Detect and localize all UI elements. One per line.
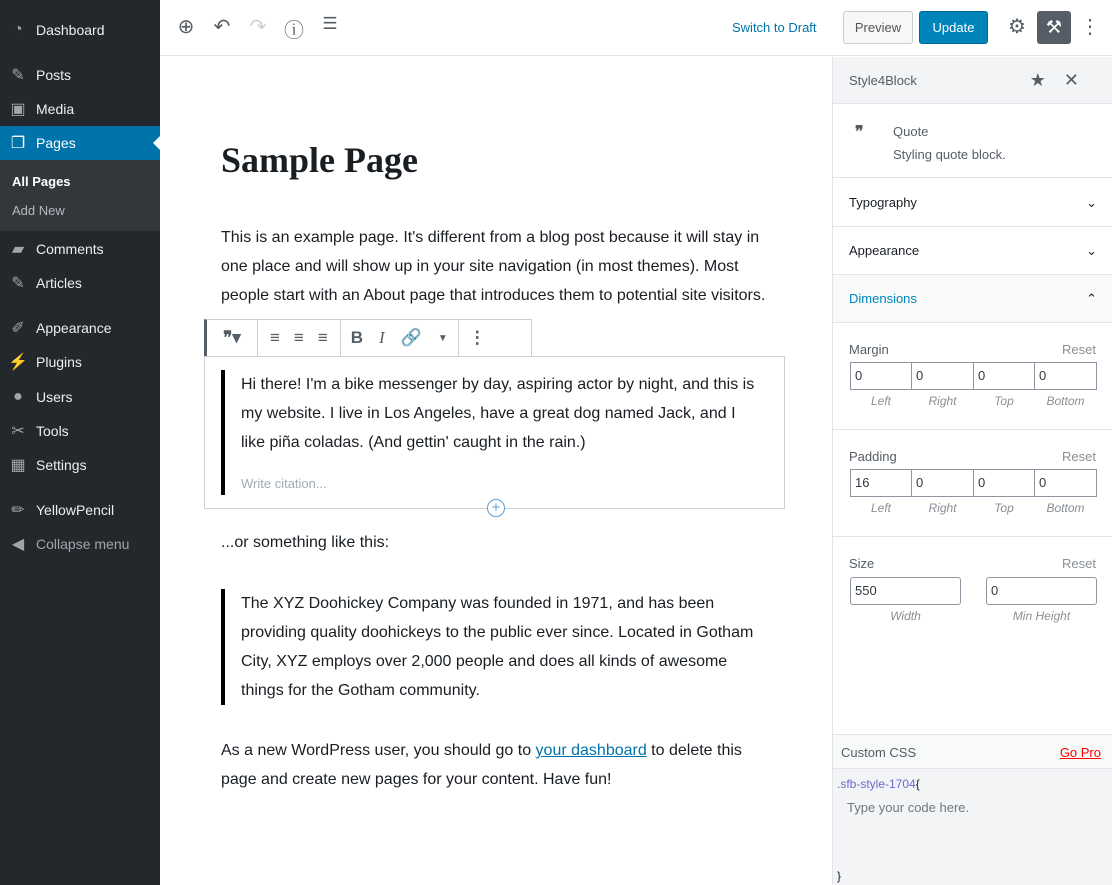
plug-icon: ⚡ — [8, 354, 28, 371]
info-icon[interactable]: ⓘ — [284, 20, 304, 42]
margin-label: Margin — [849, 342, 889, 357]
section-appearance[interactable] — [833, 227, 1112, 275]
chevron-up-icon: ⌃ — [1086, 290, 1097, 306]
align-center-icon[interactable]: ≡ — [293, 328, 304, 347]
block-name: Quote — [893, 124, 929, 139]
sidebar-item-articles[interactable] — [0, 266, 160, 300]
label: Settings — [36, 457, 87, 473]
brush-icon: ✐ — [11, 320, 25, 337]
margin-bottom-input[interactable]: 0 — [1034, 362, 1097, 390]
quote-block-1[interactable] — [221, 370, 761, 495]
submenu-all-pages[interactable]: All Pages — [12, 174, 71, 189]
min-height-input[interactable]: 0 — [986, 577, 1097, 605]
padding-bottom-input[interactable]: 0 — [1034, 469, 1097, 497]
caption: Top — [994, 501, 1014, 515]
custom-css-label: Custom CSS — [841, 745, 917, 760]
caption: Right — [928, 501, 957, 515]
custom-css-header — [833, 734, 1112, 769]
css-selector: .sfb-style-1704 — [837, 777, 916, 791]
padding-left-input[interactable]: 16 — [850, 469, 912, 497]
padding-reset[interactable]: Reset — [1062, 449, 1096, 464]
sidebar-item-plugins[interactable] — [0, 345, 160, 379]
bold-icon[interactable]: B — [350, 328, 364, 347]
update-button[interactable]: Update — [919, 11, 988, 44]
margin-top-input[interactable]: 0 — [973, 362, 1035, 390]
go-pro-link[interactable]: Go Pro — [1059, 745, 1101, 760]
sidebar-item-users[interactable] — [0, 380, 160, 414]
chevron-down-icon: ⌄ — [1086, 242, 1097, 258]
caption: Left — [870, 501, 891, 515]
admin-sidebar — [0, 0, 160, 885]
style4block-hammer-icon[interactable]: ⚒ — [1037, 11, 1071, 44]
section-typography[interactable] — [833, 179, 1112, 227]
pages-submenu — [0, 160, 160, 231]
padding-right-input[interactable]: 0 — [911, 469, 974, 497]
sidebar-item-settings[interactable] — [0, 448, 160, 482]
label: Users — [36, 389, 73, 405]
block-card — [833, 104, 1112, 178]
label: YellowPencil — [36, 502, 115, 518]
sidebar-item-appearance[interactable] — [0, 311, 160, 345]
padding-label: Padding — [849, 449, 897, 464]
padding-top-input[interactable]: 0 — [973, 469, 1035, 497]
panel-title: Style4Block — [849, 72, 917, 88]
label: Plugins — [36, 354, 82, 370]
more-formats-icon[interactable]: ▼ — [437, 332, 448, 344]
sidebar-item-pages[interactable] — [0, 126, 160, 160]
chevron-down-icon: ⌄ — [1086, 194, 1097, 210]
sidebar-item-posts[interactable] — [0, 58, 160, 92]
margin-left-input[interactable]: 0 — [850, 362, 912, 390]
css-brace: { — [915, 777, 920, 791]
label: Media — [36, 101, 75, 117]
paragraph-block[interactable]: This is an example page. It's different from a blog post because it will stay in one place and will show up in your site navigation (in most themes). Most people start with an About page that introduces them to potential site visitors. — [221, 229, 766, 304]
undo-icon[interactable]: ↶ — [213, 16, 231, 38]
style4block-panel — [832, 57, 1112, 885]
collapse-icon: ◀ — [11, 536, 25, 553]
caption: Left — [870, 394, 891, 408]
margin-right-input[interactable]: 0 — [911, 362, 974, 390]
quote-transform-icon[interactable]: ❞▾ — [223, 328, 241, 347]
caption: Top — [994, 394, 1014, 408]
sidebar-item-dashboard[interactable] — [0, 13, 160, 47]
pencil-icon: ✏ — [11, 502, 25, 519]
sidebar-item-comments[interactable] — [0, 232, 160, 266]
redo-icon[interactable]: ↷ — [249, 16, 267, 38]
panel-header — [833, 57, 1112, 104]
size-reset[interactable]: Reset — [1062, 556, 1096, 571]
label: Collapse menu — [36, 536, 130, 552]
editor-toolbar — [160, 0, 1112, 56]
width-input[interactable]: 550 — [850, 577, 961, 605]
text: As a new WordPress user, you should go to — [221, 742, 536, 759]
text: to delete this page and create new pages for your content. Have fun! — [221, 742, 742, 788]
italic-icon[interactable]: I — [379, 328, 385, 347]
more-options-icon[interactable]: ⋮ — [1080, 16, 1100, 38]
label: Comments — [36, 241, 104, 257]
caption: Bottom — [1046, 394, 1085, 408]
label: Appearance — [849, 243, 920, 258]
pin-icon: ✎ — [11, 275, 25, 292]
label: Pages — [36, 135, 76, 151]
label: Posts — [36, 67, 72, 83]
sidebar-item-tools[interactable] — [0, 414, 160, 448]
switch-to-draft-button[interactable]: Switch to Draft — [732, 20, 817, 35]
paragraph-block[interactable]: ...or something like this: — [221, 534, 390, 551]
divider — [833, 429, 1112, 430]
quote-icon: ❞ — [855, 124, 864, 141]
citation-input[interactable]: Write citation... — [241, 476, 327, 491]
label: Typography — [849, 195, 917, 210]
wrench-icon: ✂ — [11, 423, 25, 440]
caption: Min Height — [1012, 609, 1071, 623]
submenu-add-new[interactable]: Add New — [12, 203, 65, 218]
user-icon: ● — [13, 388, 23, 405]
editor-canvas — [160, 57, 832, 885]
comment-icon: ▰ — [11, 241, 25, 258]
dashboard-link[interactable]: your dashboard — [535, 742, 647, 759]
dashboard-icon: ◔ — [13, 21, 23, 38]
section-dimensions[interactable] — [833, 275, 1112, 323]
css-brace: } — [837, 869, 842, 883]
page-title[interactable]: Sample Page — [221, 140, 418, 180]
pin-icon: ✎ — [11, 67, 25, 84]
label: Tools — [36, 423, 69, 439]
preview-button[interactable]: Preview — [843, 11, 913, 44]
align-left-icon[interactable]: ≡ — [270, 328, 280, 347]
caption: Right — [928, 394, 957, 408]
quote-block-2[interactable]: The XYZ Doohickey Company was founded in 1971, and has been providing quality doohickeys to the public ever since. Located in Gotham City, XYZ employs over 2,000 people and does all kinds of awesome things for the Gotham community. — [221, 589, 761, 705]
add-block-icon[interactable]: ⊕ — [177, 16, 195, 38]
css-placeholder: Type your code here. — [847, 800, 970, 815]
block-description: Styling quote block. — [893, 147, 1006, 162]
sidebar-item-media[interactable] — [0, 92, 160, 126]
label: Dimensions — [849, 291, 917, 306]
settings-gear-icon[interactable]: ⚙ — [1008, 16, 1026, 38]
margin-reset[interactable]: Reset — [1062, 342, 1096, 357]
align-right-icon[interactable]: ≡ — [317, 328, 328, 347]
media-icon: ▣ — [10, 101, 26, 118]
block-toolbar — [204, 319, 532, 357]
caption: Width — [890, 609, 921, 623]
quote-text[interactable]: Hi there! I'm a bike messenger by day, aspiring actor by night, and this is my website. I live in Los Angeles, have a great dog named Jack, and I like piña coladas. (And gettin' caught in the rain.) — [241, 376, 755, 451]
close-icon[interactable]: ✕ — [1063, 69, 1097, 90]
star-icon[interactable]: ★ — [1029, 69, 1064, 90]
link-icon[interactable]: 🔗 — [400, 328, 422, 347]
label: Appearance — [36, 320, 112, 336]
label: Articles — [36, 275, 82, 291]
collapse-menu[interactable] — [0, 527, 160, 561]
pages-icon: ❐ — [10, 135, 26, 152]
css-editor[interactable] — [833, 769, 1112, 885]
sidebar-item-yellowpencil[interactable] — [0, 493, 160, 527]
size-label: Size — [849, 556, 875, 571]
insert-block-icon[interactable]: + — [487, 499, 505, 517]
outline-icon[interactable]: ☰ — [322, 14, 338, 33]
caption: Bottom — [1046, 501, 1085, 515]
settings-icon: ▦ — [10, 457, 26, 474]
block-more-icon[interactable]: ⋮ — [458, 320, 496, 356]
paragraph-block[interactable] — [221, 736, 781, 794]
label: Dashboard — [36, 22, 105, 38]
divider — [833, 536, 1112, 537]
